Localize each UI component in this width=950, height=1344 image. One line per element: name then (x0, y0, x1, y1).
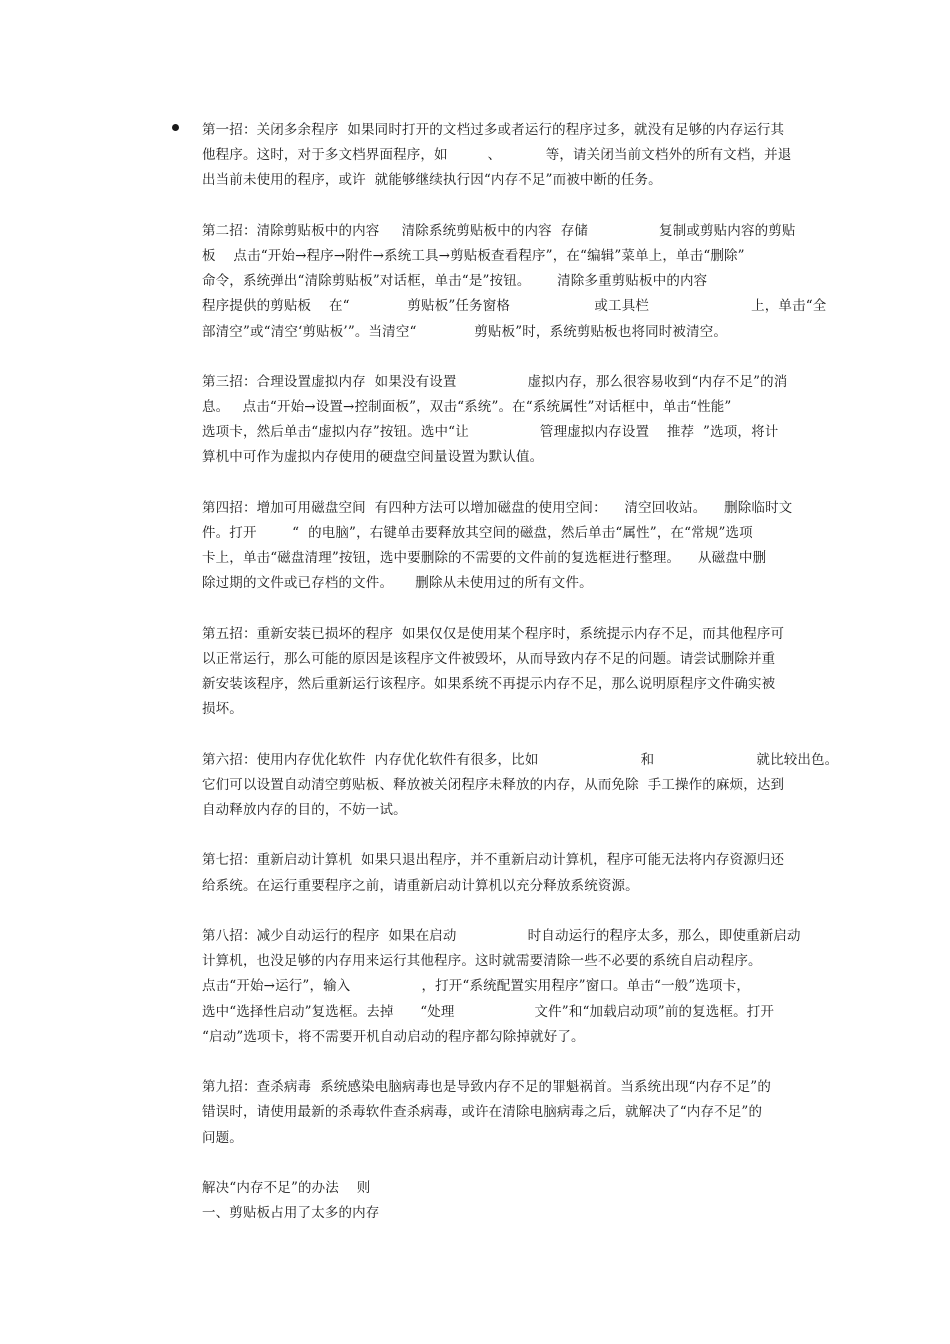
text-line: 点击“开始→运行”，输入 ，打开“系统配置实用程序”窗口。单击“一般”选项卡， (202, 978, 750, 995)
paragraph-gap (202, 471, 814, 496)
paragraph-gap (202, 1050, 814, 1075)
closing-section (202, 1176, 814, 1226)
tip-7-paragraph (202, 848, 814, 898)
paragraph-gap (202, 899, 814, 924)
tip-2-paragraph (202, 219, 827, 345)
tip-9-paragraph (202, 1075, 814, 1151)
text-line: 给系统。在运行重要程序之前，请重新启动计算机以充分释放系统资源。 (202, 877, 639, 894)
text-line: 它们可以设置自动清空剪贴板、释放被关闭程序未释放的内存，从而免除 手工操作的麻烦，达到 (202, 776, 785, 793)
text-line: 第九招：查杀病毒 系统感染电脑病毒也是导致内存不足的罪魁祸首。当系统出现“内存不足”的 (202, 1079, 771, 1096)
text-line: 自动释放内存的目的，不妨一试。 (202, 802, 407, 819)
tip-6-paragraph (202, 748, 839, 824)
text-line: 第七招：重新启动计算机 如果只退出程序，并不重新启动计算机，程序可能无法将内存资源归还 (202, 852, 785, 869)
text-line: 命令，系统弹出“清除剪贴板”对话框，单击“是”按钮。 清除多重剪贴板中的内容 (202, 273, 708, 290)
section-heading: 解决“内存不足”的办法 则 (202, 1179, 371, 1196)
section-subheading: 一、剪贴板占用了太多的内存 (202, 1205, 380, 1222)
text-line: 算机中可作为虚拟内存使用的硬盘空间量设置为默认值。 (202, 449, 544, 466)
text-line: 以正常运行，那么可能的原因是该程序文件被毁坏，从而导致内存不足的问题。请尝试删除并重 (202, 650, 776, 667)
paragraph-gap (202, 723, 814, 748)
tip-5-paragraph (202, 622, 814, 723)
text-line: 错误时，请使用最新的杀毒软件查杀病毒，或许在清除电脑病毒之后，就解决了“内存不足”的 (202, 1104, 763, 1121)
tip-1-paragraph (202, 118, 814, 194)
text-line: 程序提供的剪贴板 在“ 剪贴板”任务窗格 或工具栏 上，单击“全 (202, 298, 827, 315)
text-line: 第二招：清除剪贴板中的内容 清除系统剪贴板中的内容 存储 复制或剪贴内容的剪贴 (202, 222, 796, 239)
text-line: 新安装该程序，然后重新运行该程序。如果系统不再提示内存不足，那么说明原程序文件确实被 (202, 676, 776, 693)
text-line: 他程序。这时，对于多文档界面程序，如 、 等，请关闭当前文档外的所有文档，并退 (202, 147, 792, 164)
tip-3-paragraph (202, 370, 814, 471)
text-line: 除过期的文件或已存档的文件。 删除从未使用过的所有文件。 (202, 575, 593, 592)
text-line: 第一招：关闭多余程序 如果同时打开的文档过多或者运行的程序过多，就没有足够的内存运行其 (202, 122, 785, 138)
paragraph-gap (202, 823, 814, 848)
paragraph-gap (202, 194, 814, 219)
text-line: 息。 点击“开始→设置→控制面板”，双击“系统”。在“系统属性”对话框中，单击“性能” (202, 399, 732, 416)
tip-4-paragraph (202, 496, 814, 597)
text-line: 选中“选择性启动”复选框。去掉 “处理 文件”和“加载启动项”前的复选框。打开 (202, 1003, 775, 1020)
text-line: 第五招：重新安装已损坏的程序 如果仅仅是使用某个程序时，系统提示内存不足，而其他程序可 (202, 625, 785, 642)
text-line: 第六招：使用内存优化软件 内存优化软件有很多，比如 和 就比较出色。 (202, 751, 839, 768)
text-line: 出当前未使用的程序，或许 就能够继续执行因“内存不足”而被中断的任务。 (202, 172, 662, 189)
paragraph-gap (202, 1151, 814, 1176)
text-line: 卡上，单击“磁盘清理”按钮，选中要删除的不需要的文件前的复选框进行整理。 从磁盘中删 (202, 550, 767, 567)
document-body (202, 118, 839, 1226)
tip-8-paragraph (202, 924, 814, 1050)
text-line: 选项卡，然后单击“虚拟内存”按钮。选中“让 管理虚拟内存设置 推荐 ”选项，将计 (202, 424, 779, 441)
text-line: 第四招：增加可用磁盘空间 有四种方法可以增加磁盘的使用空间： 清空回收站。 删除临时文 (202, 499, 793, 516)
text-line: 件。打开 “ 的电脑”，右键单击要释放其空间的磁盘，然后单击“属性”，在“常规”选项 (202, 525, 753, 541)
text-line: 板 点击“开始→程序→附件→系统工具→剪贴板查看程序”，在“编辑”菜单上，单击“删除” (202, 247, 745, 264)
text-line: 计算机，也没足够的内存用来运行其他程序。这时就需要清除一些不必要的系统自启动程序。 (202, 953, 762, 970)
text-line: 第八招：减少自动运行的程序 如果在启动 时自动运行的程序太多，那么，即使重新启动 (202, 928, 801, 944)
text-line: “启动”选项卡，将不需要开机自动启动的程序都勾除掉就好了。 (202, 1028, 585, 1045)
bullet-dot-icon (172, 124, 179, 131)
text-line: 第三招：合理设置虚拟内存 如果没有设置 虚拟内存，那么很容易收到“内存不足”的消 (202, 373, 788, 390)
paragraph-gap (202, 597, 814, 622)
text-line: 问题。 (202, 1129, 243, 1146)
text-line: 损坏。 (202, 701, 243, 718)
text-line: 部清空”或“清空‘剪贴板’”。当清空“ 剪贴板”时，系统剪贴板也将同时被清空。 (202, 323, 728, 340)
paragraph-gap (202, 345, 814, 370)
